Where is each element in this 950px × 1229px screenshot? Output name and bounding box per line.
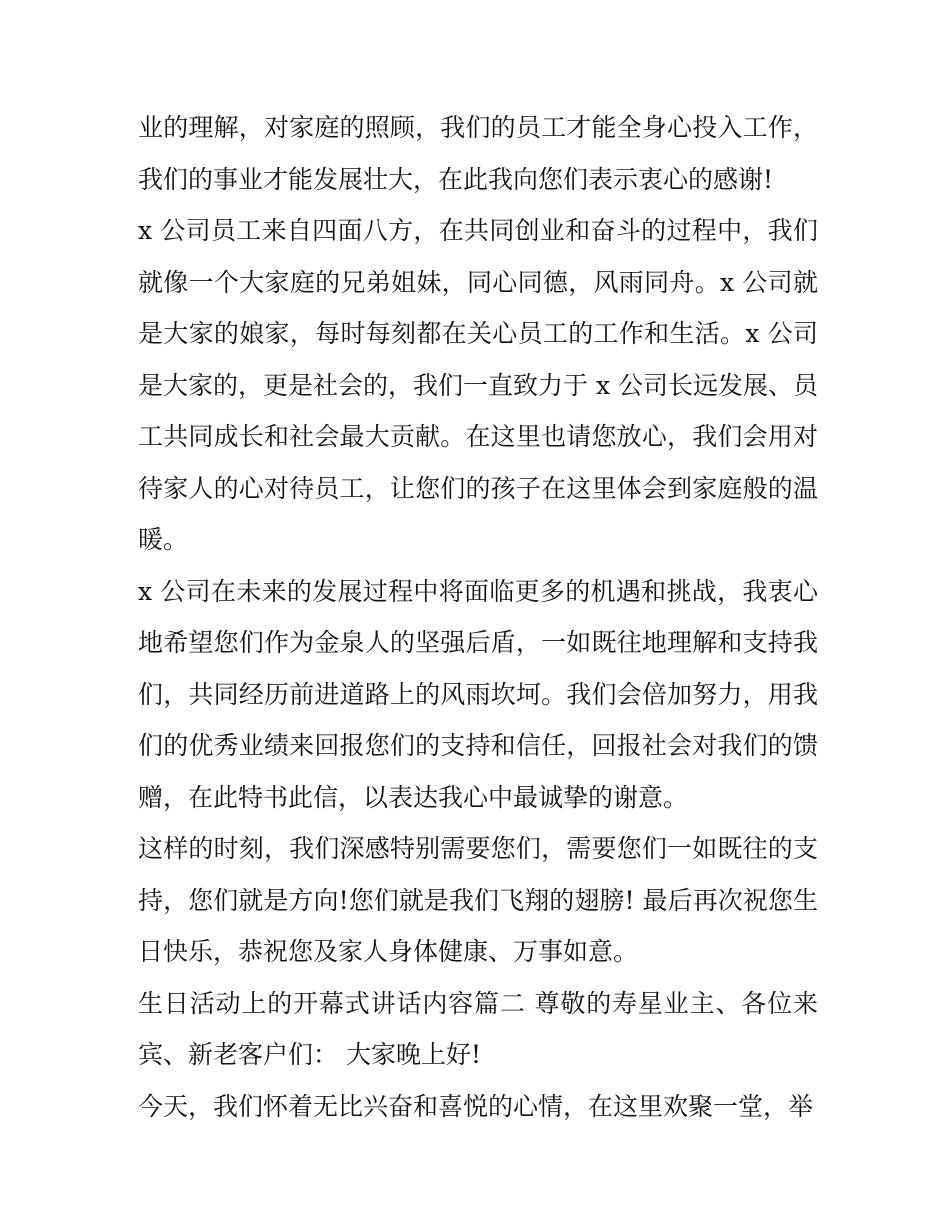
paragraph-4: 这样的时刻，我们深感特别需要您们，需要您们一如既往的支持，您们就是方向!您们就是我们飞翔的翅膀! 最后再次祝您生日快乐，恭祝您及家人身体健康、万事如意。	[138, 834, 818, 966]
paragraph-1: 业的理解，对家庭的照顾，我们的员工才能全身心投入工作，我们的事业才能发展壮大，在此我向您们表示衷心的感谢!	[138, 113, 818, 194]
paragraph-6: 今天，我们怀着无比兴奋和喜悦的心情，在这里欢聚一堂，举	[138, 1091, 814, 1121]
paragraph-2: x 公司员工来自四面八方，在共同创业和奋斗的过程中，我们就像一个大家庭的兄弟姐妹，同心同德，风雨同舟。x 公司就是大家的娘家，每时每刻都在关心员工的工作和生活。x 公司是大家的，更是社会的，我们一直致力于 x 公司长远发展、员工共同成长和社会最大贡献。在这里也请您放心，我们会用对待家人的心对待员工，让您们的孩子在这里体会到家庭般的温暖。	[138, 216, 818, 554]
paragraph-3: x 公司在未来的发展过程中将面临更多的机遇和挑战，我衷心地希望您们作为金泉人的坚强后盾，一如既往地理解和支持我们，共同经历前进道路上的风雨坎坷。我们会倍加努力，用我们的优秀业绩来回报您们的支持和信任，回报社会对我们的馈赠，在此特书此信，以表达我心中最诚挚的谢意。	[138, 576, 818, 812]
document-body	[138, 102, 818, 1132]
paragraph-5: 生日活动上的开幕式讲话内容篇二 尊敬的寿星业主、各位来宾、新老客户们： 大家晚上好!	[138, 988, 818, 1069]
